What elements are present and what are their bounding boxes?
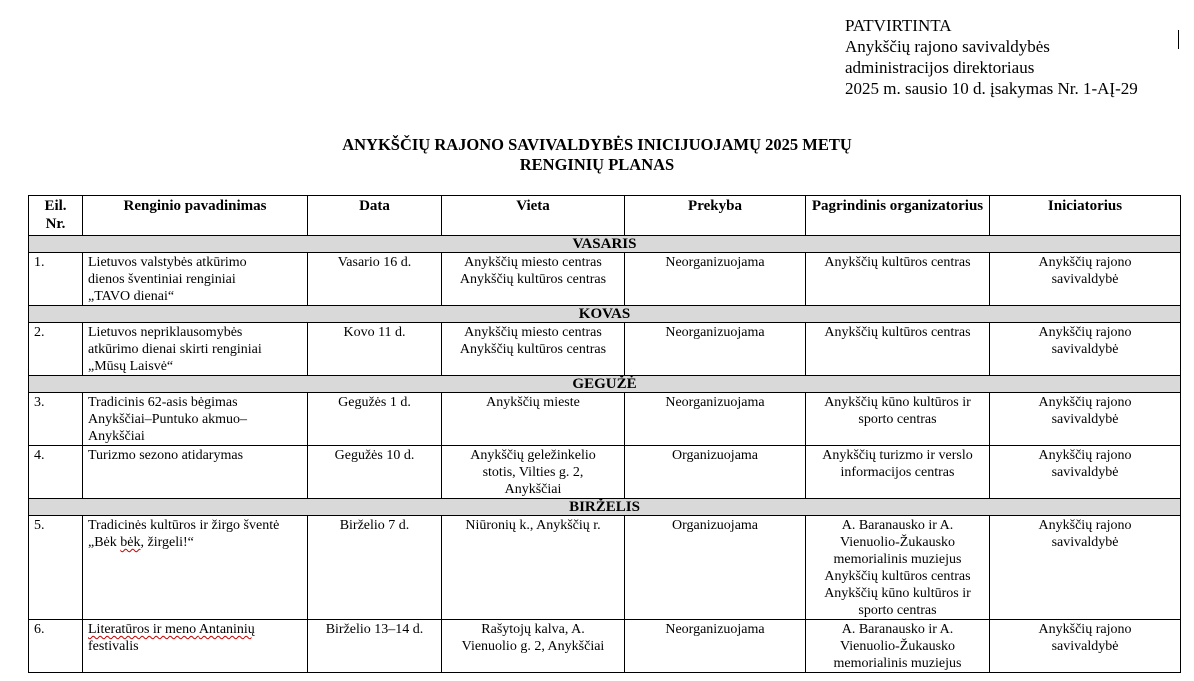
header-initiator: Iniciatorius [990, 196, 1181, 236]
organizer-line: Vienuolio-Žukausko [839, 639, 956, 654]
organizer-line: sporto centras [858, 412, 937, 427]
cell-place [442, 516, 625, 620]
cell-name [83, 516, 308, 620]
table-header-row [29, 196, 1181, 236]
name-line [88, 534, 302, 551]
initiator-line: Anykščių rajono [1038, 395, 1132, 410]
header-trade: Prekyba [625, 196, 806, 236]
header-place: Vieta [442, 196, 625, 236]
cell-nr: 5. [29, 516, 83, 620]
month-row-kovas [29, 306, 1181, 323]
name-line: Tradicinės kultūros ir žirgo šventė [88, 518, 280, 533]
name-part: , žirgeli!“ [140, 535, 194, 550]
place-line: Anykščių kultūros centras [459, 272, 607, 287]
events-table [28, 195, 1181, 673]
table-row [29, 516, 1181, 620]
cell-initiator [990, 516, 1181, 620]
cell-trade: Neorganizuojama [625, 393, 806, 446]
document-subtitle: RENGINIŲ PLANAS [519, 155, 675, 174]
cell-organizer [806, 253, 990, 306]
spellcheck-word: Literatūros ir meno [88, 622, 199, 637]
text-cursor [1178, 30, 1179, 49]
place-line: Vienuolio g. 2, Anykščiai [461, 639, 605, 654]
month-label: GEGUŽĖ [29, 376, 1181, 393]
cell-date: Vasario 16 d. [308, 253, 442, 306]
month-row-birzelis [29, 499, 1181, 516]
name-line: Anykščiai [88, 429, 145, 444]
cell-date: Birželio 7 d. [308, 516, 442, 620]
cell-nr: 1. [29, 253, 83, 306]
initiator-line: savivaldybė [1051, 535, 1119, 550]
month-row-vasaris [29, 236, 1181, 253]
cell-initiator [990, 620, 1181, 673]
cell-organizer [806, 393, 990, 446]
cell-organizer [806, 516, 990, 620]
initiator-line: savivaldybė [1051, 342, 1119, 357]
table-row [29, 393, 1181, 446]
cell-date: Gegužės 1 d. [308, 393, 442, 446]
cell-date: Gegužės 10 d. [308, 446, 442, 499]
header-organizer: Pagrindinis organizatorius [806, 196, 990, 236]
cell-organizer [806, 446, 990, 499]
approval-line: administracijos direktoriaus [845, 58, 1035, 77]
initiator-line: savivaldybė [1051, 639, 1119, 654]
place-line: Niūronių k., Anykščių r. [465, 518, 601, 533]
initiator-line: Anykščių rajono [1038, 325, 1132, 340]
initiator-line: Anykščių rajono [1038, 255, 1132, 270]
cell-place [442, 323, 625, 376]
initiator-line: savivaldybė [1051, 272, 1119, 287]
name-line: „Mūsų Laisvė“ [88, 359, 174, 374]
spellcheck-word: Antaninių [198, 622, 255, 637]
cell-initiator [990, 323, 1181, 376]
cell-trade: Neorganizuojama [625, 323, 806, 376]
cell-trade: Organizuojama [625, 446, 806, 499]
initiator-line: Anykščių rajono [1038, 622, 1132, 637]
organizer-line: A. Baranausko ir A. [841, 518, 954, 533]
name-line: Lietuvos nepriklausomybės [88, 325, 243, 340]
cell-date: Kovo 11 d. [308, 323, 442, 376]
cell-trade: Neorganizuojama [625, 620, 806, 673]
cell-place [442, 446, 625, 499]
header-name: Renginio pavadinimas [83, 196, 308, 236]
cell-initiator [990, 253, 1181, 306]
cell-place [442, 620, 625, 673]
name-line: „TAVO dienai“ [88, 289, 175, 304]
organizer-line: informacijos centras [840, 465, 955, 480]
cell-initiator [990, 446, 1181, 499]
organizer-line: memorialinis muziejus [833, 656, 962, 671]
cell-nr: 4. [29, 446, 83, 499]
place-line: Anykščiai [504, 482, 562, 497]
name-line [88, 621, 302, 638]
month-label: KOVAS [29, 306, 1181, 323]
document-title: ANYKŠČIŲ RAJONO SAVIVALDYBĖS INICIJUOJAMŲ 2025 METŲ [342, 135, 852, 154]
table-row [29, 323, 1181, 376]
organizer-line: Anykščių turizmo ir verslo [822, 448, 973, 463]
organizer-line: sporto centras [858, 603, 937, 618]
organizer-line: memorialinis muziejus [833, 552, 962, 567]
place-line: Anykščių mieste [486, 395, 580, 410]
approval-block [845, 15, 1138, 99]
place-line: Anykščių kultūros centras [459, 342, 607, 357]
cell-name [83, 253, 308, 306]
initiator-line: savivaldybė [1051, 465, 1119, 480]
name-line: Tradicinis 62-asis bėgimas [88, 395, 238, 410]
cell-initiator [990, 393, 1181, 446]
approval-line: PATVIRTINTA [845, 16, 952, 35]
name-line: Turizmo sezono atidarymas [88, 448, 244, 463]
spellcheck-word: bėk [120, 535, 141, 550]
name-line: atkūrimo dienai skirti renginiai [88, 342, 262, 357]
cell-name [83, 393, 308, 446]
name-line: festivalis [88, 639, 139, 654]
place-line: stotis, Vilties g. 2, [482, 465, 584, 480]
cell-nr: 2. [29, 323, 83, 376]
place-line: Anykščių miesto centras [464, 325, 602, 340]
header-date: Data [308, 196, 442, 236]
cell-nr: 6. [29, 620, 83, 673]
month-row-geguze [29, 376, 1181, 393]
name-line: dienos šventiniai renginiai [88, 272, 236, 287]
cell-trade: Neorganizuojama [625, 253, 806, 306]
initiator-line: Anykščių rajono [1038, 448, 1132, 463]
month-label: VASARIS [29, 236, 1181, 253]
cell-place [442, 253, 625, 306]
month-label: BIRŽELIS [29, 499, 1181, 516]
name-part: „Bėk [88, 535, 121, 550]
organizer-line: Anykščių kūno kultūros ir [824, 586, 971, 601]
cell-name [83, 620, 308, 673]
cell-name [83, 446, 308, 499]
organizer-line: Anykščių kūno kultūros ir [824, 395, 971, 410]
table-row [29, 253, 1181, 306]
approval-line: Anykščių rajono savivaldybės [845, 37, 1050, 56]
cell-date: Birželio 13–14 d. [308, 620, 442, 673]
organizer-line: Anykščių kultūros centras [824, 255, 971, 270]
cell-organizer [806, 323, 990, 376]
place-line: Anykščių miesto centras [464, 255, 602, 270]
cell-organizer [806, 620, 990, 673]
cell-trade: Organizuojama [625, 516, 806, 620]
approval-line: 2025 m. sausio 10 d. įsakymas Nr. 1-AĮ-29 [845, 79, 1138, 98]
header-nr: Eil. Nr. [29, 196, 83, 236]
name-line: Lietuvos valstybės atkūrimo [88, 255, 247, 270]
table-row [29, 446, 1181, 499]
cell-nr: 3. [29, 393, 83, 446]
name-line: Anykščiai–Puntuko akmuo– [88, 412, 248, 427]
cell-name [83, 323, 308, 376]
place-line: Rašytojų kalva, A. [481, 622, 585, 637]
initiator-line: Anykščių rajono [1038, 518, 1132, 533]
organizer-line: Anykščių kultūros centras [824, 569, 971, 584]
initiator-line: savivaldybė [1051, 412, 1119, 427]
table-row [29, 620, 1181, 673]
cell-place [442, 393, 625, 446]
organizer-line: A. Baranausko ir A. [841, 622, 954, 637]
organizer-line: Anykščių kultūros centras [824, 325, 971, 340]
place-line: Anykščių geležinkelio [470, 448, 596, 463]
organizer-line: Vienuolio-Žukausko [839, 535, 956, 550]
